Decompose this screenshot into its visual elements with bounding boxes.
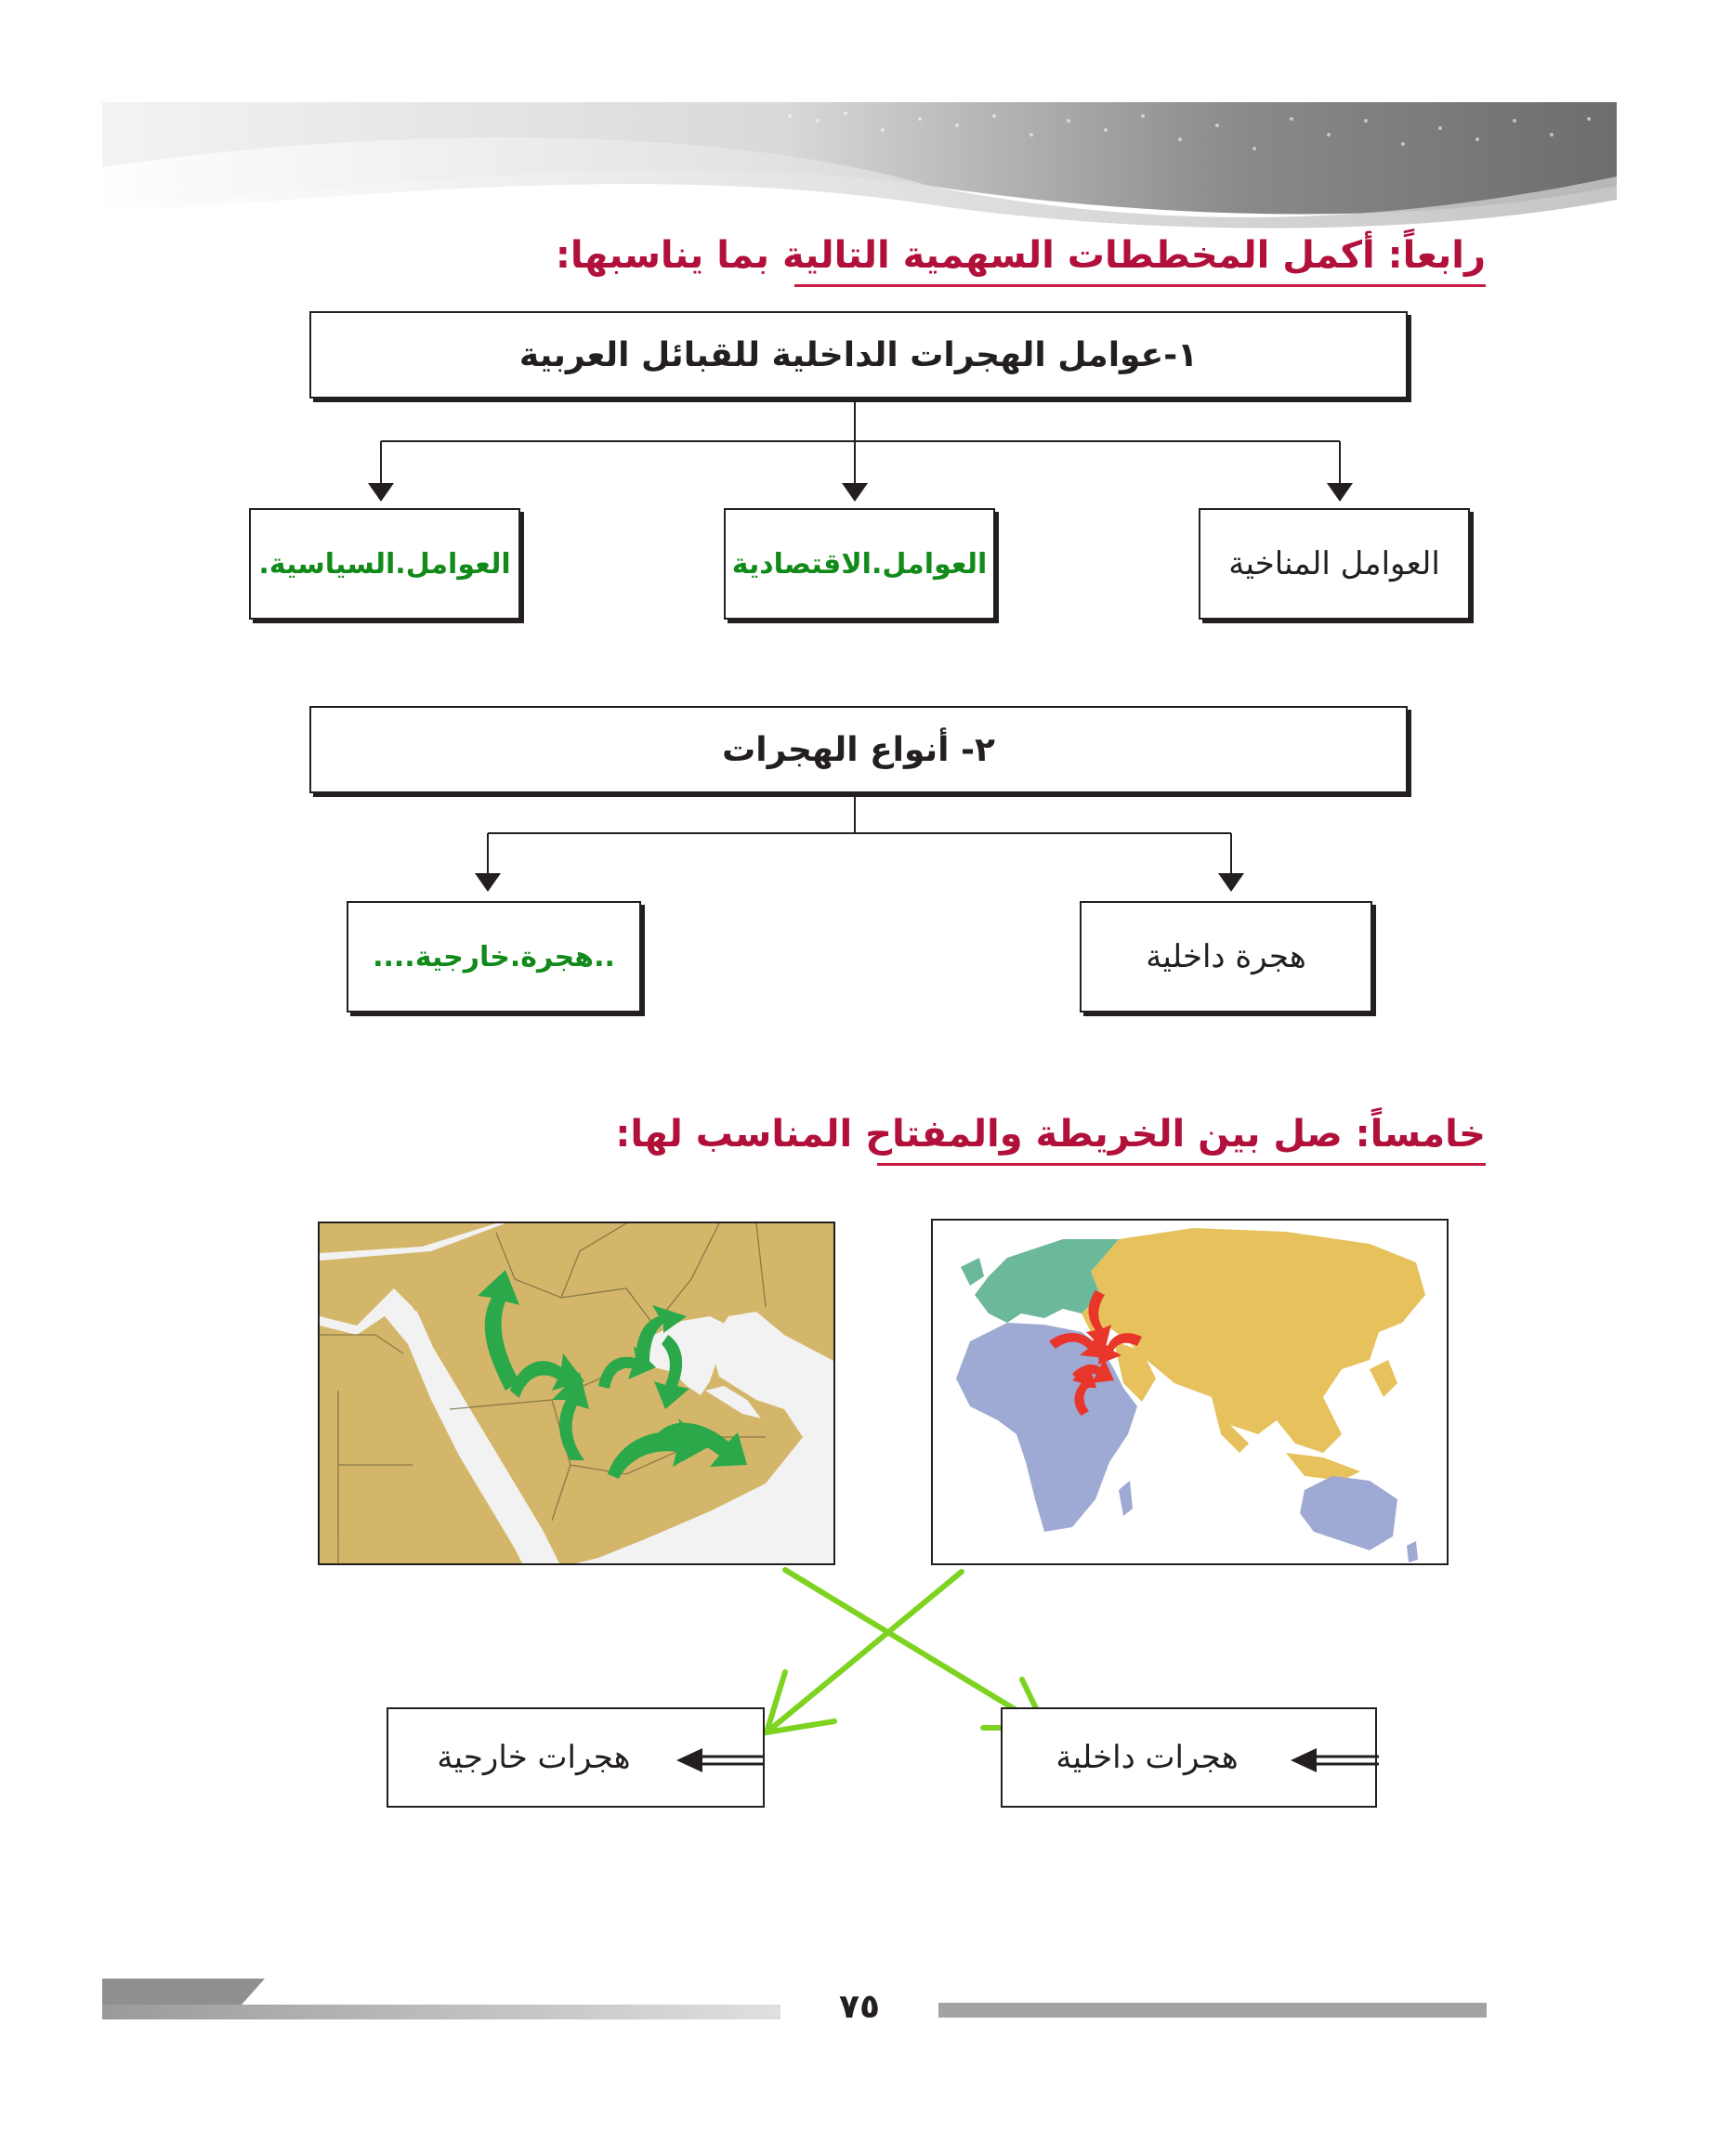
factor-economic-answer: العوامل.الاقتصادية xyxy=(731,547,988,581)
key-internal-arrow-icon xyxy=(1291,1746,1379,1774)
section-5-title: خامساً: صل بين الخريطة والمفتاح المناسب لها: xyxy=(615,1113,1486,1156)
key-external-label: هجرات خارجية xyxy=(437,1739,631,1776)
key-external-arrow-icon xyxy=(676,1746,765,1774)
page-number: ٧٥ xyxy=(839,1988,880,2026)
key-box-internal[interactable] xyxy=(1001,1707,1377,1808)
migration-type-internal-label: هجرة داخلية xyxy=(1146,938,1306,975)
diagram-2-title: ٢- أنواع الهجرات xyxy=(722,730,995,769)
factor-political-answer: العوامل.السياسية. xyxy=(258,547,511,581)
diagram-1-title: ١-عوامل الهجرات الداخلية للقبائل العربية xyxy=(518,335,1199,374)
key-internal-label: هجرات داخلية xyxy=(1056,1739,1239,1776)
factor-climate-label: العوامل المناخية xyxy=(1228,545,1440,582)
migration-type-external-answer: ..هجرة.خارجية.... xyxy=(373,940,615,973)
key-box-external[interactable] xyxy=(387,1707,765,1808)
section-4-title: رابعاً: أكمل المخططات السهمية التالية بما يناسبها: xyxy=(555,234,1486,277)
